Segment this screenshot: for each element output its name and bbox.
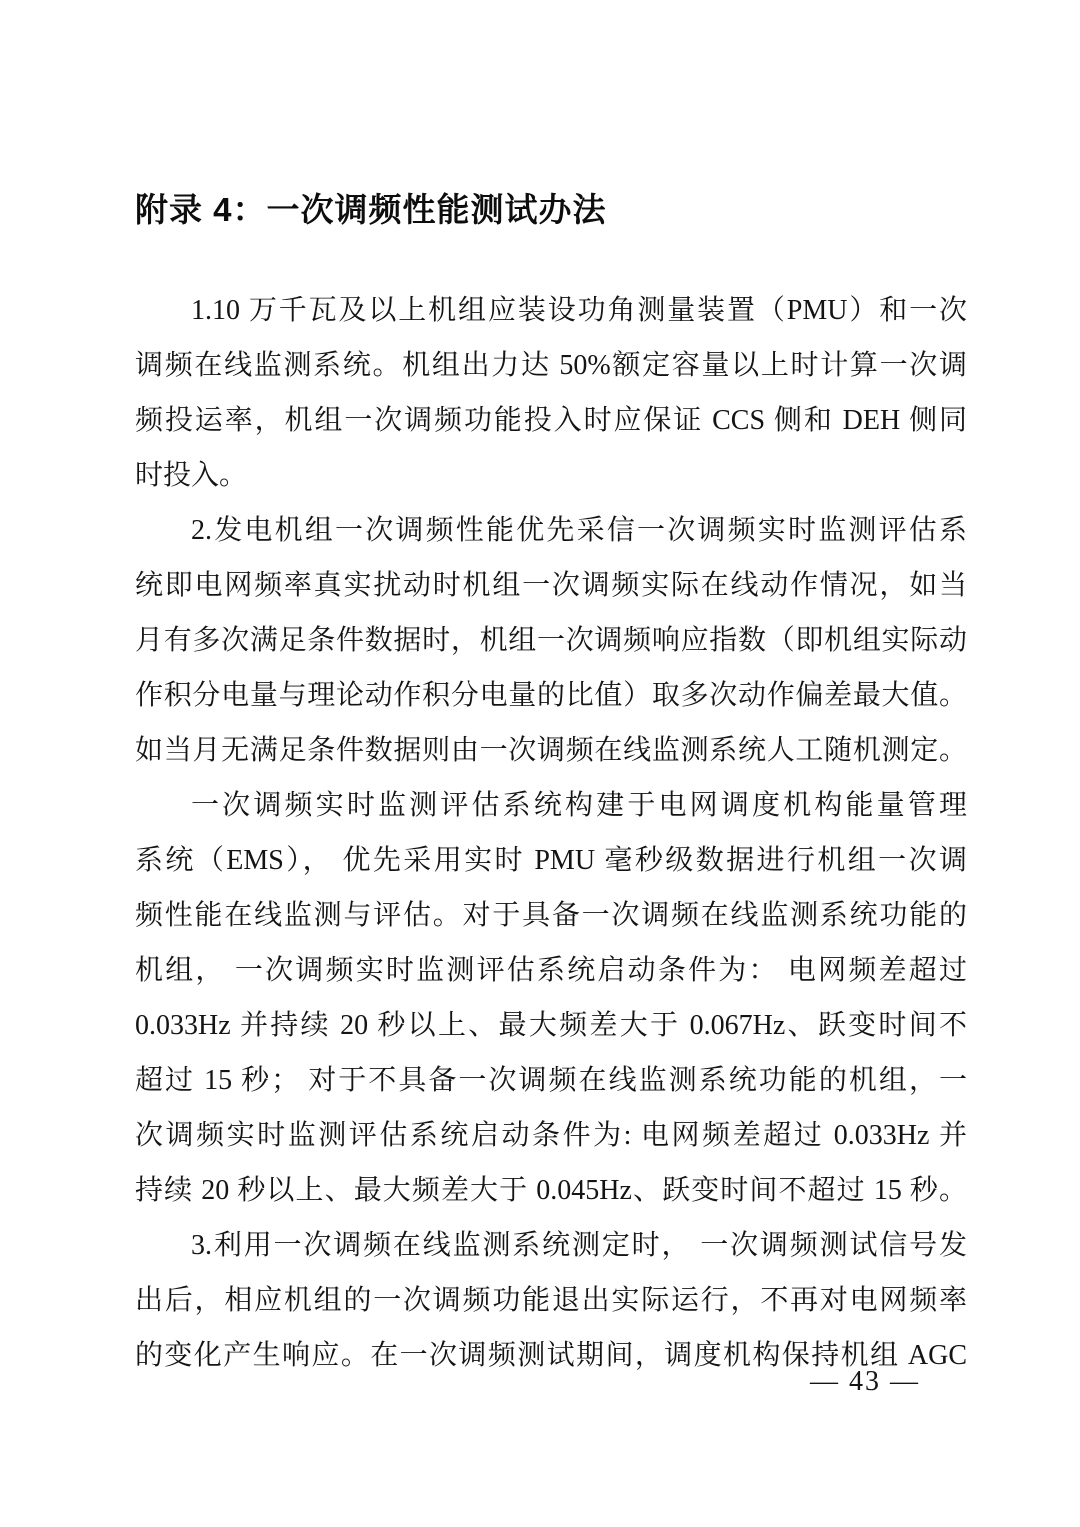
paragraph-2-line-3: 月有多次满足条件数据时，机组一次调频响应指数（即机组实际动 <box>135 625 967 656</box>
paragraph-3-line-4: 机组， 一次调频实时监测评估系统启动条件为： 电网频差超过 <box>135 955 967 986</box>
paragraph-3-line-7: 次调频实时监测评估系统启动条件为: 电网频差超过 0.033Hz 并 <box>135 1120 967 1151</box>
paragraph-3-line-5: 0.033Hz 并持续 20 秒以上、最大频差大于 0.067Hz、跃变时间不 <box>135 1010 967 1041</box>
paragraph-2-line-5: 如当月无满足条件数据则由一次调频在线监测系统人工随机测定。 <box>135 735 967 766</box>
paragraph-4-line-2: 出后，相应机组的一次调频功能退出实际运行，不再对电网频率 <box>135 1285 967 1316</box>
paragraph-3-line-6: 超过 15 秒； 对于不具备一次调频在线监测系统功能的机组，一 <box>135 1065 967 1096</box>
paragraph-1-line-1: 1.10 万千瓦及以上机组应装设功角测量装置（PMU）和一次 <box>191 295 967 326</box>
paragraph-2-line-4: 作积分电量与理论动作积分电量的比值）取多次动作偏差最大值。 <box>135 680 967 711</box>
paragraph-1-line-2: 调频在线监测系统。机组出力达 50%额定容量以上时计算一次调 <box>135 350 967 381</box>
paragraph-4-line-3: 的变化产生响应。在一次调频测试期间，调度机构保持机组 AGC <box>135 1340 967 1371</box>
paragraph-4-line-1: 3.利用一次调频在线监测系统测定时， 一次调频测试信号发 <box>191 1230 967 1261</box>
paragraph-3-line-1: 一次调频实时监测评估系统构建于电网调度机构能量管理 <box>191 790 967 821</box>
document-title: 附录 4：一次调频性能测试办法 <box>135 191 607 228</box>
paragraph-1-line-4: 时投入。 <box>135 460 248 491</box>
page-number: — 43 — <box>810 1366 920 1397</box>
paragraph-1-line-3: 频投运率，机组一次调频功能投入时应保证 CCS 侧和 DEH 侧同 <box>135 405 967 436</box>
paragraph-3-line-2: 系统（EMS）， 优先采用实时 PMU 毫秒级数据进行机组一次调 <box>135 845 967 876</box>
paragraph-2-line-1: 2.发电机组一次调频性能优先采信一次调频实时监测评估系 <box>191 515 967 546</box>
paragraph-3-line-8: 持续 20 秒以上、最大频差大于 0.045Hz、跃变时间不超过 15 秒。 <box>135 1175 967 1206</box>
document-body <box>135 283 967 1383</box>
paragraph-2-line-2: 统即电网频率真实扰动时机组一次调频实际在线动作情况，如当 <box>135 570 967 601</box>
paragraph-3-line-3: 频性能在线监测与评估。对于具备一次调频在线监测系统功能的 <box>135 900 967 931</box>
